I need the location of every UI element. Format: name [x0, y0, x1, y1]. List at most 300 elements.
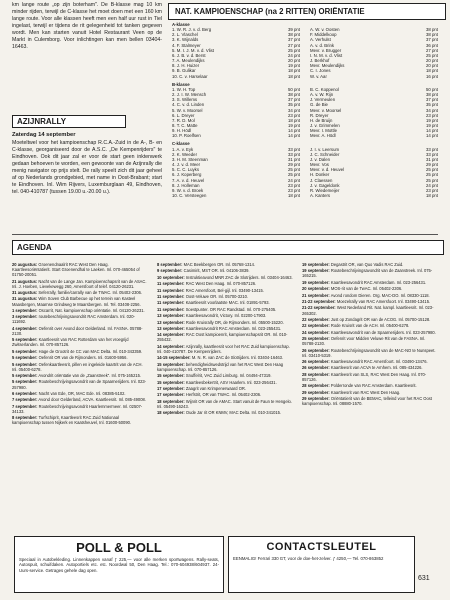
agenda-description: Nacht van Ede, OR, MAC Ede. Inl. 08385-5102.	[38, 390, 126, 396]
driver-points: 24 pnt	[426, 182, 438, 188]
class-label: B-klasse	[172, 81, 190, 87]
agenda-date: 22 september:	[302, 323, 330, 329]
driver-name: 5. C. C. Luyks	[172, 167, 199, 173]
driver-name: J. I. v. Leersum	[310, 146, 340, 152]
agenda-entry	[302, 305, 438, 315]
agenda-entry	[157, 355, 293, 360]
agenda-date: 11 september:	[157, 300, 185, 306]
driver-name: 6. J. B. v. d. Berst	[172, 52, 206, 58]
agenda-entry	[302, 317, 438, 322]
driver-points: 38 pnt	[426, 27, 438, 33]
driver-name: Mevr. A. Hödl	[310, 133, 336, 139]
class-block	[172, 82, 444, 139]
agenda-description: Kaartleesavondrit van de Spaarnerijders. Inl. 023-257980.	[330, 329, 436, 335]
agenda-entry	[302, 396, 438, 406]
agenda-date: 14 september:	[157, 332, 185, 338]
agenda-date: 28 september:	[302, 383, 330, 389]
driver-points: 25 pnt	[426, 177, 438, 183]
standings-column-left	[172, 87, 300, 139]
driver-name: 2. J. I. W. Mensch	[172, 92, 207, 98]
intro-paragraph: km lange route „op zijn boterham". De B-klasse mag 10 km minder rijden, terwijl de C-klasse het moet doen met een 160 km lange route. Voor alle klassen heeft men een half uur rust in Tiel ingelast, terwijl er tijdens de rit gelegenheid tot tanken gegeven wordt. Men kan starten vanuit Hotel Restaurant Veen op de Markt in Culemborg. Voor inlichtingen kan men bellen 03404-16463.	[12, 2, 162, 50]
agenda-description: Soestpunter. OR RAC Randstad. Inl. 070-275405.	[185, 306, 277, 312]
driver-name: J. Berkhof	[310, 58, 330, 64]
agenda-date: 8 september:	[12, 415, 38, 421]
agenda-date: 21-22 september:	[302, 305, 336, 311]
agenda-entry	[157, 410, 293, 415]
agenda-date: 11 september:	[157, 287, 185, 293]
driver-name: J. C. Schneider	[310, 151, 340, 157]
agenda-description: Avond rondom Dieren. Org. MAC-DO. Inl. 08330-1118.	[330, 292, 430, 298]
driver-points: 14 pnt	[426, 128, 438, 134]
agenda-description: RAC Oost kampioenrit, kampioenschapsrit OR. Inl. 010-255432.	[157, 332, 288, 343]
driver-name: 10. C. v. Harselaar	[172, 73, 208, 79]
agenda-entry	[157, 275, 293, 280]
driver-name: 5. M. I. J. M. v. d. Vlist	[172, 47, 214, 53]
agenda-entry	[12, 326, 148, 336]
agenda-date: 5 september:	[12, 361, 38, 367]
agenda-date: 17 september:	[157, 385, 185, 391]
driver-name: B. C. Koppenol	[310, 86, 339, 92]
driver-points: 25 pnt	[288, 172, 300, 178]
driver-name: C. I. Jones	[310, 68, 331, 74]
agenda-description: Oefenrit voor Midden Veluwe Rit van de FASNA. Inl. 05788-2130.	[302, 336, 426, 347]
agenda-date: 31 augustus:	[12, 290, 38, 296]
agenda-entry	[157, 320, 293, 325]
agenda-description: Zaagrit van Krimpenerwaard OR.	[185, 385, 246, 391]
driver-points: 24 pnt	[288, 177, 300, 183]
agenda-date: 21-22 september:	[302, 299, 336, 305]
driver-name: 1. W. R. J. v. d. Berg	[172, 27, 212, 33]
agenda-entry	[302, 299, 438, 304]
driver-points: 14 pnt	[288, 128, 300, 134]
azijnrally-date: Zaterdag 14 september	[12, 132, 76, 138]
driver-name: R. Wiedemeijer	[310, 187, 340, 193]
driver-points: 37 pnt	[288, 97, 300, 103]
driver-points: 19 pnt	[288, 63, 300, 69]
driver-points: 23 pnt	[288, 182, 300, 188]
driver-name: 2. K. Weeder	[172, 151, 197, 157]
driver-name: 10. P. Roelfsen	[172, 133, 201, 139]
poll-advertisement	[14, 536, 224, 593]
standings-column-left	[172, 27, 300, 79]
driver-name: J. v. Dalen	[310, 156, 330, 162]
agenda-entry	[12, 308, 148, 313]
driver-name: 5. W. v. Moorsel	[172, 107, 203, 113]
driver-points: 25 pnt	[288, 47, 300, 53]
agenda-date: 15 september:	[157, 361, 185, 367]
driver-name: Mevr. I. Mottle	[310, 128, 337, 134]
driver-name: 8. T. C. Matte	[172, 122, 198, 128]
standings-column-right	[310, 147, 438, 199]
agenda-date: 19 september:	[302, 268, 330, 274]
agenda-entry	[302, 383, 438, 388]
poll-ad-text: Speciaal in Autobekleding. Linnenkappen vanaf ƒ 225,— voor alle merken sportwagens. Rally-seats, Autospuit, schuifdaken. Autoportiels etc. etc. Noordwal 50, Den Haag. Tel.: 070-604938/604937. 24-Uurs-service. Getrages gehele dag open.	[19, 557, 219, 573]
agenda-description: Routebeschrijvingsavondrit van de Spaarnerijders. Inl. 023-257980.	[12, 379, 147, 390]
agenda-date: 20 augustus:	[12, 262, 38, 267]
agenda-entry	[302, 330, 438, 335]
driver-points: 35 pnt	[426, 102, 438, 108]
driver-name: A. v. d. Brink	[310, 42, 335, 48]
agenda-description: MAC Beekbergen OR. Inl. 05768-1314.	[183, 262, 256, 267]
driver-points: 35 pnt	[288, 102, 300, 108]
agenda-date: 13 september:	[157, 313, 185, 319]
standing-row	[172, 193, 300, 198]
section-divider	[12, 234, 438, 235]
agenda-date: 26 september:	[302, 347, 330, 353]
agenda-entry	[12, 404, 148, 414]
agenda-entry	[302, 348, 438, 358]
driver-name: 1. A. v. Eyk	[172, 146, 194, 152]
driver-points: 34 pnt	[288, 107, 300, 113]
agenda-date: 5 september:	[12, 379, 38, 385]
agenda-date: 9 september:	[157, 268, 183, 274]
standing-row	[310, 133, 438, 138]
agenda-date: 18 september:	[157, 398, 185, 404]
agenda-description: Avond door Gelderland, ACVA. Kaartleesrit. Inl. 085-49008.	[38, 397, 146, 403]
driver-name: 4. F. Stalmeyer	[172, 42, 201, 48]
agenda-entry	[12, 296, 148, 306]
agenda-entry	[12, 337, 148, 347]
agenda-description: Kaartleesrit van ACVA te Arnhem. Inl. 085-434226.	[330, 365, 423, 371]
class-block	[172, 141, 444, 198]
driver-name: 3. S. Willems	[172, 97, 198, 103]
driver-points: 31 pnt	[288, 156, 300, 162]
azijnrally-text: Moeteltwel voor het kampioenschap R.C.A.-Zuid in de A-, B- en C-klasse, georganiseerd door de A.S.C. „De Kempenrijders" te Eindhoven. Ook dit jaar zal er voor de start geen inktenwerk gedaan behoeven te worden, een gewoonte van de Azijnrally die menig navigator op prijs stelt. De rally speelt zich dit jaar geheel af op Nederlands grondgebied, met name in Oost-Brabant; start te Eindhoven. Inl. Wim Rijvers, Luxemburglaan 49, Eindhoven, tel. 040-410787 (tussen 19.00 u.-20.00 u.).	[12, 140, 162, 195]
driver-name: W. v. Aar	[310, 73, 327, 79]
driver-name: J. Claessen	[310, 177, 333, 183]
agenda-entry	[157, 300, 293, 305]
driver-name: R. Dreyer	[310, 112, 329, 118]
driver-points: 19 pnt	[426, 122, 438, 128]
driver-points: 31 pnt	[426, 156, 438, 162]
agenda-entry	[157, 392, 293, 397]
agenda-description: RAC Amersfoort, Bel-gijl. Inl. 03490-13415.	[185, 287, 264, 293]
agenda-date: 5 september:	[12, 348, 38, 354]
agenda-date: 26 september:	[302, 365, 330, 371]
driver-name: 8. J. Holleman	[172, 182, 200, 188]
driver-name: 7. A. Meulendijks	[172, 58, 205, 64]
agenda-entry	[12, 349, 148, 354]
agenda-description: MOS-rit van de TwAC. Inl. 05402-2306.	[330, 286, 403, 292]
agenda-entry	[12, 279, 148, 289]
driver-points: 25 pnt	[426, 172, 438, 178]
agenda-date: 11 september:	[157, 306, 185, 312]
driver-name: 6. L. Dreyer	[172, 112, 195, 118]
agenda-description: Rode Kruisrally OR, de Rijmonders. Inl. 05500-15220.	[185, 319, 284, 325]
driver-points: 18 pnt	[288, 117, 300, 123]
agenda-entry	[157, 386, 293, 391]
driver-name: 9. H. Hödl	[172, 128, 192, 134]
agenda-description: Oefenrit OR van de Rijmonders. Inl. 01600-5956.	[38, 355, 128, 361]
contactsleutel-title: CONTACTSLEUTEL	[266, 541, 377, 553]
agenda-description: Avondrit oriëntatie van de „Zaanstreek". Inl. 075-165215.	[38, 373, 142, 379]
driver-name: 6. J. Koperberg	[172, 172, 202, 178]
agenda-entry	[12, 355, 148, 360]
agenda-description: Kaartleesrit van RAC Rotterdam van het vroegrijd Zwitserlanden. Inl. 070-857126.	[12, 337, 129, 348]
agenda-date: 5 september:	[12, 373, 38, 379]
agenda-date: 5 september:	[12, 337, 38, 343]
driver-name: G. de Bie	[310, 102, 328, 108]
agenda-date: 13 september:	[157, 325, 185, 331]
agenda-entry	[157, 399, 293, 409]
contactsleutel-advertisement	[228, 536, 415, 593]
agenda-description: Oriëntatierit van de BEMAC, telleind voor het RAC Oost kampioenschap. Inl. 08880-1570.	[302, 396, 432, 407]
agenda-date: 3 september:	[12, 314, 38, 320]
driver-points: 18 pnt	[288, 193, 300, 198]
driver-points: 37 pnt	[426, 37, 438, 43]
agenda-date: 15 september:	[157, 379, 185, 385]
driver-points: 37 pnt	[426, 97, 438, 103]
agenda-description: Kaartleesrit van SLS, RAC West Den Haag. Inl. 070-857126.	[302, 371, 427, 382]
agenda-entry	[302, 262, 438, 267]
agenda-entry	[157, 281, 293, 286]
driver-points: 14 pnt	[426, 133, 438, 139]
agenda-description: Routebeschrijvingsavondrit van de Zaanstreek. Inl. 075-165215.	[302, 268, 433, 279]
agenda-column-3	[302, 262, 438, 408]
driver-points: 18 pnt	[426, 193, 438, 198]
agenda-description: Kaartleesavondrit RAC Amersfoort. Inl. 03490-13476.	[330, 359, 428, 365]
agenda-entry	[12, 362, 148, 372]
agenda-date: 4 september:	[12, 325, 38, 331]
agenda-date: 11 september:	[157, 293, 185, 299]
agenda-entry	[302, 286, 438, 291]
driver-name: Mevr. v. Brugger	[310, 47, 342, 53]
driver-points: 38 pnt	[288, 32, 300, 38]
agenda-date: 7 september:	[12, 397, 38, 403]
agenda-entry	[157, 288, 293, 293]
agenda-date: 17 september:	[157, 392, 185, 398]
agenda-description: M. N. R. van ZAC de Slotrijders. Inl. 03404-16463.	[191, 355, 284, 361]
agenda-description: Snuffelrit, VAC Zuid Limburg. Inl. 04494-47319.	[185, 373, 272, 379]
agenda-date: 10 september:	[157, 274, 185, 280]
agenda-date: 11 september:	[157, 281, 185, 287]
agenda-date: 21 september:	[302, 292, 330, 298]
page-number: 631	[418, 575, 430, 582]
agenda-date: 24 september:	[302, 329, 330, 335]
driver-name: Mevr. v. d. Heuvel	[310, 167, 345, 173]
agenda-date: 25 september:	[302, 336, 330, 342]
agenda-description: Casimirit, MST OR. Inl. 04106-3839.	[183, 268, 250, 274]
driver-points: 18 pnt	[288, 73, 300, 79]
driver-points: 20 pnt	[426, 63, 438, 69]
driver-name: 7. R. D. Mol	[172, 117, 195, 123]
driver-name: J. v. Grimmelen	[310, 122, 340, 128]
agenda-entry	[157, 373, 293, 378]
driver-points: 19 pnt	[426, 117, 438, 123]
agenda-date: 6 september:	[12, 390, 38, 396]
driver-points: 23 pnt	[426, 187, 438, 193]
poll-ad-title: POLL & POLL	[76, 540, 162, 555]
class-label: C-klasse	[172, 141, 190, 147]
agenda-date: 31 augustus:	[12, 296, 38, 302]
driver-points: 18 pnt	[288, 68, 300, 74]
agenda-description: Kaartleesavondrit RAC Amsterdam. Inl. 023-256431.	[330, 279, 427, 285]
standings-column-left	[172, 147, 300, 199]
agenda-description: Groenendnaalrit RAC West Den Haag. Kaartleesoriëntatierit. Start Groenendhal te Laeken. Inl. 070-465054 of 01750-20051.	[12, 262, 140, 278]
driver-name: Mevr. Meulendijks	[310, 63, 345, 69]
driver-name: Mevr. Vos	[310, 162, 329, 168]
standing-row	[310, 193, 438, 198]
driver-points: 33 pnt	[426, 146, 438, 152]
standing-row	[310, 74, 438, 79]
driver-points: 37 pnt	[288, 37, 300, 43]
driver-points: 25 pnt	[426, 167, 438, 173]
agenda-description: Kaartleesbekertrit, ASV Haarlem. Inl. 023-256431.	[185, 379, 277, 385]
championship-standings	[172, 22, 444, 201]
agenda-description: Kaartleesavondrit RAC Amsterdam. Inl. 023-255431.	[185, 325, 282, 331]
driver-name: J. v. Gageldonk	[310, 182, 340, 188]
driver-points: 39 pnt	[288, 27, 300, 33]
agenda-entry	[302, 293, 438, 298]
agenda-date: 13 september:	[157, 319, 185, 325]
driver-points: 19 pnt	[288, 122, 300, 128]
agenda-entry	[157, 268, 293, 273]
agenda-description: Routebeschrijvingsavondrit van de MAC-NO te Nunspeet. Inl. 03410-5319.	[302, 347, 436, 358]
driver-name: A. Kanters	[310, 193, 331, 198]
agenda-description: Oefenkaartleesrit, pillen en ingeleide kaartrit van de ACH. Inl. 05400-6278.	[12, 361, 143, 372]
driver-name: I. N. M. v. d. Vlist	[310, 52, 343, 58]
driver-points: 14 pnt	[288, 133, 300, 139]
driver-name: 4. C. v. d. Linden	[172, 102, 205, 108]
driver-points: 25 pnt	[426, 52, 438, 58]
agenda-description: Moezelrally van RAC Amersfoort. Inl. 03490-13415.	[336, 299, 431, 305]
agenda-date: 14 september:	[157, 343, 185, 349]
agenda-description: Seferrally, familie/carrally van de TWAC. Inl. 05402-2306.	[38, 290, 143, 296]
agenda-entry	[302, 390, 438, 395]
agenda-description: Hage de Grootrit 4e CC van MAC Delta. Inl. 010-343359.	[38, 348, 143, 354]
azijnrally-heading: AZIJNRALLY	[12, 115, 126, 128]
driver-name: F. Middelkoop	[310, 32, 337, 38]
agenda-entry	[302, 280, 438, 285]
agenda-date: 7 september:	[12, 403, 38, 409]
driver-points: 23 pnt	[288, 187, 300, 193]
agenda-description: Kaartleesavondrit, Victory. Inl. 02200-17903.	[185, 313, 267, 319]
driver-points: 38 pnt	[426, 92, 438, 98]
agenda-heading: AGENDA	[12, 240, 444, 255]
agenda-entry	[302, 323, 438, 328]
driver-points: 34 pnt	[426, 107, 438, 113]
agenda-date: 28 september:	[302, 371, 330, 377]
driver-points: 23 pnt	[288, 112, 300, 118]
agenda-date: 19 september:	[302, 262, 330, 267]
agenda-description: Turfschiprit, Kaartleesrit RAC Zuid Nationaal kampioenschap tussen Nijkerk en Kaatsheuvel, Inl. 01600-50090.	[12, 415, 132, 426]
driver-points: 50 pnt	[288, 86, 300, 92]
agenda-entry	[12, 379, 148, 389]
agenda-description: Polderronde van RAC Amsterdam. Kaartleesrit.	[330, 383, 417, 389]
class-block	[172, 22, 444, 79]
driver-name: H. Donker	[310, 172, 330, 178]
agenda-entry	[302, 365, 438, 370]
agenda-entry	[12, 373, 148, 378]
agenda-description: Kaartleesrit voorlaatste MAC. Inl. 01891-5793.	[185, 300, 270, 306]
agenda-description: Degastrit OR, van Quo Vadis RAC Zuid.	[330, 262, 404, 267]
driver-name: H. de Bruijn	[310, 117, 333, 123]
agenda-entry	[12, 262, 148, 277]
agenda-description: Herfstrit, OR van TWAC. Inl. 05402-2306.	[185, 392, 262, 398]
agenda-description: Nacht van de Lange Jan. Kampioenschapsrit van de ASAC. Inl. J. Hoeben, Lievekewegg 260, Amersfoort of telef. 04120-26231.	[12, 278, 147, 289]
agenda-date: 1 september:	[12, 307, 38, 313]
agenda-description: Wijnrit OR van de AMAC. Start vanuit de Faun te Hengelo. Inl. 05490-16243.	[157, 398, 292, 409]
driver-points: 27 pnt	[426, 47, 438, 53]
driver-name: A. Verhulst	[310, 37, 331, 43]
driver-points: 33 pnt	[288, 146, 300, 152]
agenda-entry	[157, 307, 293, 312]
agenda-entry	[157, 294, 293, 299]
standings-column-right	[310, 87, 438, 139]
driver-points: 38 pnt	[426, 32, 438, 38]
agenda-entry	[157, 332, 293, 342]
agenda-description: Oost-Veluwe OR. Inl. 05700-3210.	[185, 293, 249, 299]
agenda-entry	[12, 415, 148, 425]
driver-points: 33 pnt	[426, 151, 438, 157]
standings-column-right	[310, 27, 438, 79]
agenda-date: 22 september:	[302, 316, 330, 322]
driver-points: 38 pnt	[288, 92, 300, 98]
driver-name: 2. L. Vlaschel	[172, 32, 198, 38]
agenda-description: Rode Kruisrit van de ACH. Inl. 05400-6278.	[330, 323, 410, 329]
agenda-entry	[302, 268, 438, 278]
agenda-entry	[157, 362, 293, 372]
agenda-description: Oefenrit over Avond door Gelderland. Inl. FASNA. 05788-2130.	[12, 325, 143, 336]
driver-points: 23 pnt	[426, 112, 438, 118]
driver-points: 16 pnt	[426, 73, 438, 79]
driver-points: 24 pnt	[288, 52, 300, 58]
agenda-description: behendigheidswedstrijd van het RAC West Den Haag kampioenschap. Inl. 070-857126.	[157, 361, 283, 372]
agenda-entry	[12, 290, 148, 295]
driver-name: 4. J. v. d. Meer	[172, 162, 201, 168]
standing-row	[172, 133, 300, 138]
driver-points: 20 pnt	[288, 58, 300, 64]
driver-name: 9. W. v. d. Broek	[172, 187, 204, 193]
agenda-description: Just op Zondagrit OR van de ACOG. Inl. 05700-15128.	[330, 316, 431, 322]
driver-name: 8. J. H. Huizer	[172, 63, 200, 69]
driver-name: 9. B. Gulikar	[172, 68, 196, 74]
agenda-description: West Nederland Rit. Nat. kampl. kaartleesrit. Inl. 023-265302.	[302, 305, 434, 316]
standing-row	[172, 74, 300, 79]
agenda-entry	[157, 326, 293, 331]
agenda-date: 8 september:	[157, 262, 183, 267]
agenda-entry	[12, 314, 148, 324]
agenda-column-1	[12, 262, 148, 427]
driver-name: 3. H. M. Steenman	[172, 156, 208, 162]
driver-name: A. v. W. Rijn	[310, 92, 334, 98]
agenda-description: Routebeschrijvingsavondrit Haarlemmermeer. Inl. 02507-34133.	[12, 403, 143, 414]
driver-name: A. W. v. Oosten	[310, 27, 340, 33]
driver-points: 36 pnt	[426, 42, 438, 48]
azijnrally-article	[12, 132, 162, 196]
agenda-description: Wim Soven Club Barbecue op het terrein van Kasteel Maasbergen, Maarnse Grindweg te Maarsbergen. Inl. Tel. 03408-2256.	[12, 296, 141, 307]
driver-points: 20 pnt	[426, 58, 438, 64]
championship-heading: NAT. KAMPIOENSCHAP (na 2 RITTEN) ORIËNTATIE	[168, 3, 446, 20]
agenda-entry	[157, 344, 293, 354]
agenda-description: Kaartleesrit van RAC West Den Haag.	[330, 389, 401, 395]
contactsleutel-text: EENMALIG! Ferrari 330 GT, voor de doe-het-zelver. ƒ 4250,— Tel. 070-863852	[233, 556, 384, 561]
class-label: A-klasse	[172, 22, 190, 27]
agenda-date: 21 augustus:	[12, 278, 38, 284]
driver-points: 25 pnt	[288, 167, 300, 173]
agenda-description: Oude Jar rit OR KNMV, MAC Delta. Inl. 010-341015.	[185, 410, 282, 416]
driver-name: 10. C. Versteegen	[172, 193, 207, 198]
agenda-date: 19 september:	[302, 279, 330, 285]
agenda-date: 5 september:	[12, 355, 38, 361]
agenda-date: 29 september:	[302, 396, 330, 402]
agenda-date: 29 september:	[302, 389, 330, 395]
agenda-entry	[157, 313, 293, 318]
driver-name: J. Vermeulen	[310, 97, 336, 103]
agenda-column-2	[157, 262, 293, 417]
driver-name: 7. A. v. d. Heuvel	[172, 177, 205, 183]
driver-points: 29 pnt	[288, 162, 300, 168]
